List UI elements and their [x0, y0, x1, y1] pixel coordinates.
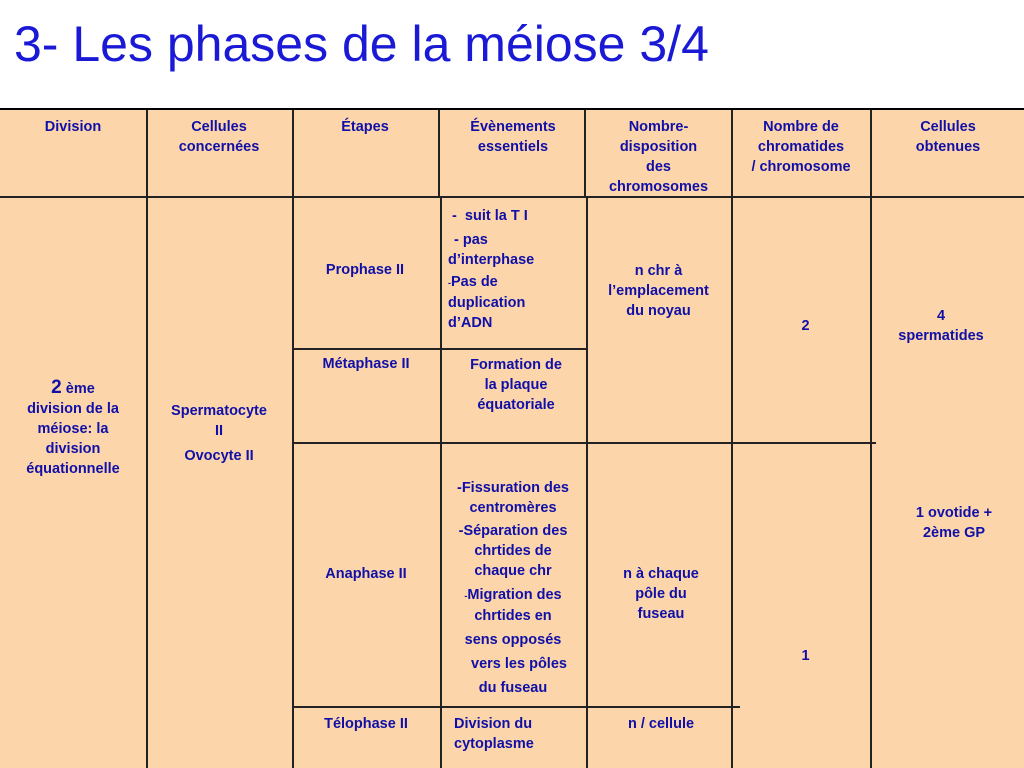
- etape-prophase: Prophase II: [325, 262, 405, 278]
- evenements-anaphase: -Fissuration des centromères -Séparation des chrtides de chaque chr -Migration des chrtides en sens opposés vers les pôles du fuseau: [457, 480, 569, 696]
- meiosis-table: [0, 110, 1024, 768]
- cellules-obtenues-top: 4 spermatides: [898, 308, 984, 344]
- etape-metaphase: Métaphase II: [322, 356, 410, 372]
- header-cellules-obtenues: Cellules obtenues: [915, 119, 981, 155]
- etape-telophase: Télophase II: [324, 716, 408, 732]
- header-division: Division: [44, 119, 102, 135]
- chromatides-top: 2: [801, 318, 810, 334]
- cellules-obtenues-bottom: 1 ovotide + 2ème GP: [915, 505, 993, 541]
- division-cell: 2 ème division de la méiose: la division équationnelle: [26, 377, 120, 477]
- col-border-2: [292, 110, 294, 768]
- header-evenements: Évènements essentiels: [470, 119, 556, 155]
- etape-anaphase: Anaphase II: [325, 566, 407, 582]
- header-etapes: Étapes: [341, 119, 389, 135]
- slide-title: 3- Les phases de la méiose 3/4: [14, 16, 709, 72]
- header-cellules-concernees: Cellules concernées: [178, 119, 260, 155]
- row-border-metaphase: [292, 442, 876, 444]
- header-nombre-disposition: Nombre- disposition des chromosomes: [608, 119, 709, 195]
- evenements-telophase: Division du cytoplasme: [454, 716, 534, 752]
- row-border-prophase: [292, 348, 586, 350]
- disposition-telophase: n / cellule: [627, 716, 695, 732]
- evenements-metaphase: Formation de la plaque équatoriale: [470, 357, 562, 413]
- division-number: 2: [51, 377, 62, 398]
- col-border-6: [870, 110, 872, 768]
- col-border-5: [731, 110, 733, 768]
- disposition-top: n chr à l’emplacement du noyau: [608, 263, 709, 319]
- cellules-concernees-cell: Spermatocyte II Ovocyte II: [171, 403, 267, 464]
- evenements-prophase: - suit la T I - pas d’interphase -Pas de duplication d’ADN: [448, 208, 535, 331]
- header-nombre-chromatides: Nombre de chromatides / chromosome: [751, 119, 851, 175]
- chromatides-bottom: 1: [801, 648, 810, 664]
- row-border-anaphase: [292, 706, 740, 708]
- disposition-anaphase: n à chaque pôle du fuseau: [623, 566, 699, 622]
- division-suffix: ème: [61, 381, 95, 397]
